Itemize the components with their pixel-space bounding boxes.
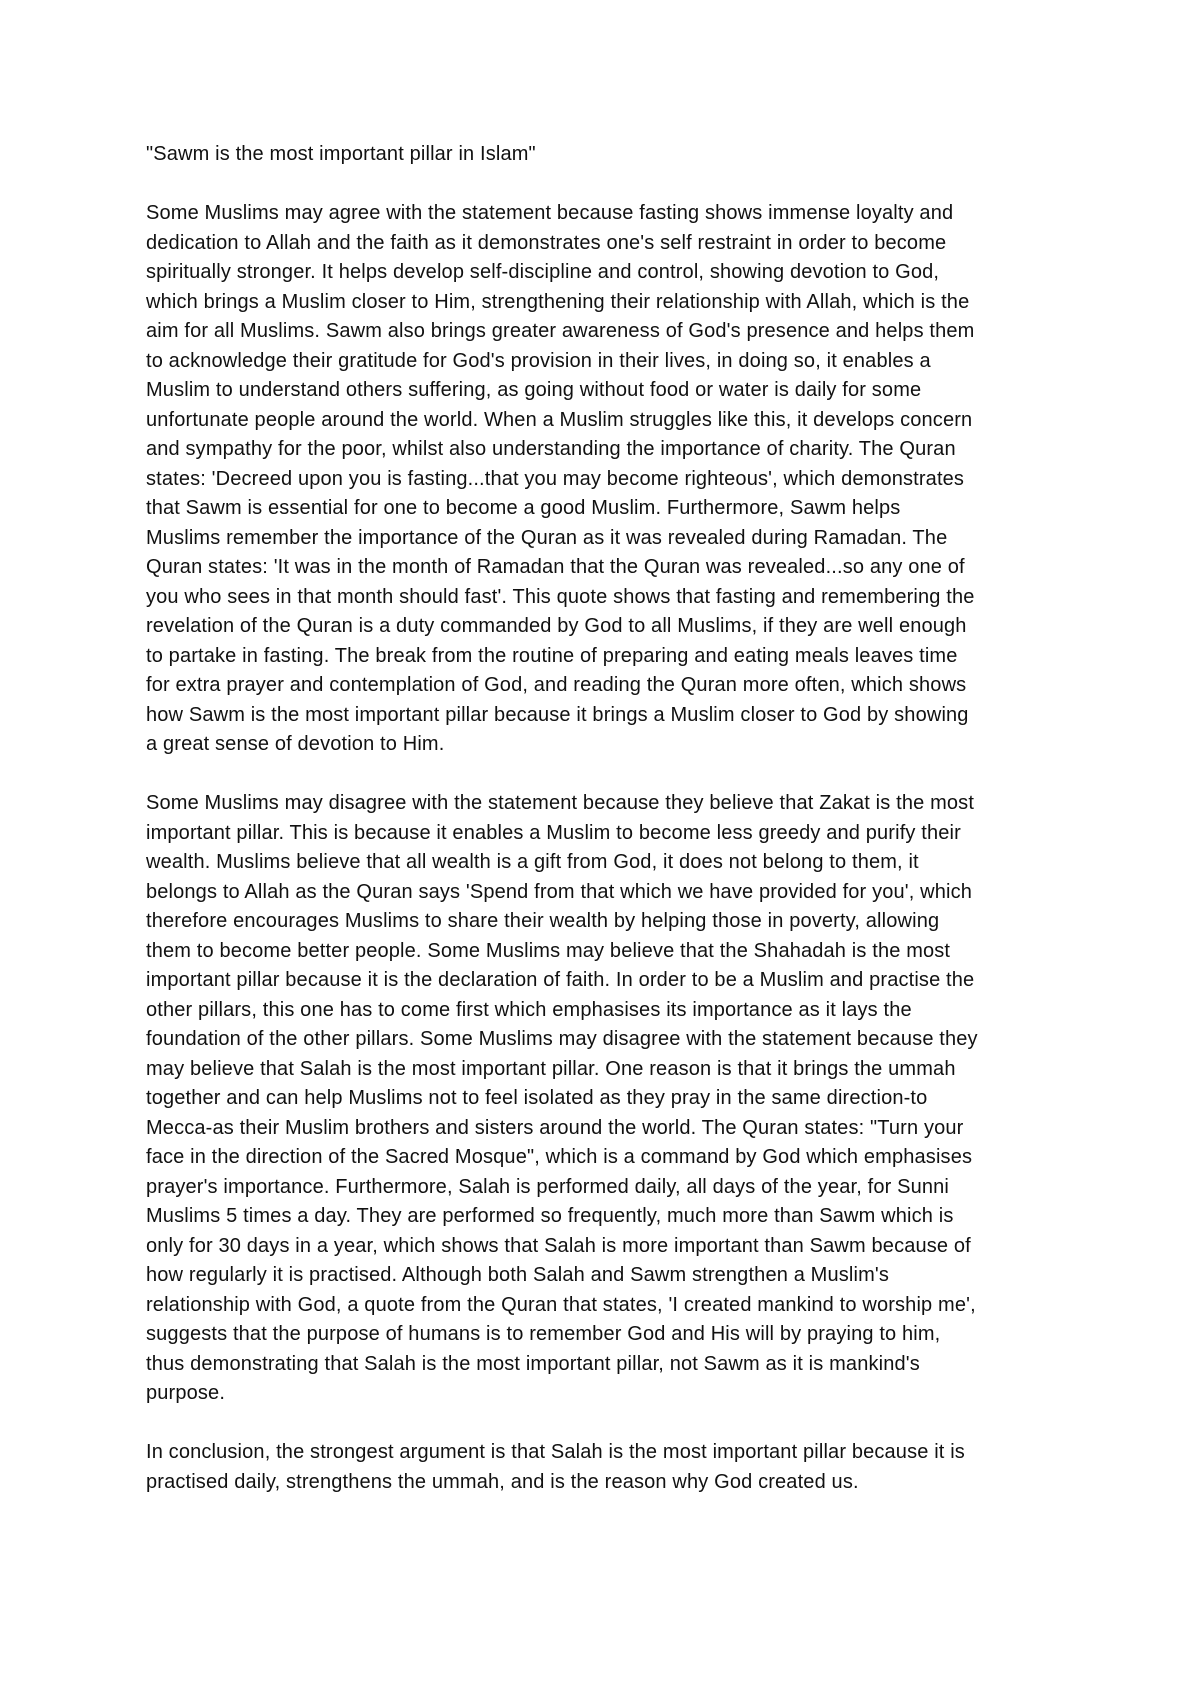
paragraph-disagree: Some Muslims may disagree with the statement because they believe that Zakat is the most important pillar. This is because it enables a Muslim to become less greedy and purify their wealth. Muslims believe that all wealth is a gift from God, it does not belong to them, it belongs to Allah as the Quran says 'Spend from that which we have provided for you', which therefore encourages Muslims to share their wealth by helping those in poverty, allowing them to become better people. Some Muslims may believe that the Shahadah is the most important pillar because it is the declaration of faith. In order to be a Muslim and practise the other pillars, this one has to come first which emphasises its importance as it lays the foundation of the other pillars. Some Muslims may disagree with the statement because they may believe that Salah is the most important pillar. One reason is that it brings the ummah together and can help Muslims not to feel isolated as they pray in the same direction-to Mecca-as their Muslim brothers and sisters around the world. The Quran states: "Turn your face in the direction of the Sacred Mosque", which is a command by God which emphasises prayer's importance. Furthermore, Salah is performed daily, all days of the year, for Sunni Muslims 5 times a day. They are performed so frequently, much more than Sawm which is only for 30 days in a year, which shows that Salah is more important than Sawm because of how regularly it is practised. Although both Salah and Sawm strengthen a Muslim's relationship with God, a quote from the Quran that states, 'I created mankind to worship me', suggests that the purpose of humans is to remember God and His will by praying to him, thus demonstrating that Salah is the most important pillar, not Sawm as it is mankind's purpose. xyxy=(146,792,978,1404)
document-body xyxy=(146,140,1071,1527)
paragraph-agree: Some Muslims may agree with the statement because fasting shows immense loyalty and dedication to Allah and the faith as it demonstrates one's self restraint in order to become spiritually stronger. It helps develop self-discipline and control, showing devotion to God, which brings a Muslim closer to Him, strengthening their relationship with Allah, which is the aim for all Muslims. Sawm also brings greater awareness of God's presence and helps them to acknowledge their gratitude for God's provision in their lives, in doing so, it enables a Muslim to understand others suffering, as going without food or water is daily for some unfortunate people around the world. When a Muslim struggles like this, it develops concern and sympathy for the poor, whilst also understanding the importance of charity. The Quran states: 'Decreed upon you is fasting...that you may become righteous', which demonstrates that Sawm is essential for one to become a good Muslim. Furthermore, Sawm helps Muslims remember the importance of the Quran as it was revealed during Ramadan. The Quran states: 'It was in the month of Ramadan that the Quran was revealed...so any one of you who sees in that month should fast'. This quote shows that fasting and remembering the revelation of the Quran is a duty commanded by God to all Muslims, if they are well enough to partake in fasting. The break from the routine of preparing and eating meals leaves time for extra prayer and contemplation of God, and reading the Quran more often, which shows how Sawm is the most important pillar because it brings a Muslim closer to God by showing a great sense of devotion to Him. xyxy=(146,202,975,755)
paragraph-conclusion: In conclusion, the strongest argument is that Salah is the most important pillar because it is practised daily, strengthens the ummah, and is the reason why God created us. xyxy=(146,1441,965,1493)
document-title: "Sawm is the most important pillar in Islam" xyxy=(146,143,536,165)
